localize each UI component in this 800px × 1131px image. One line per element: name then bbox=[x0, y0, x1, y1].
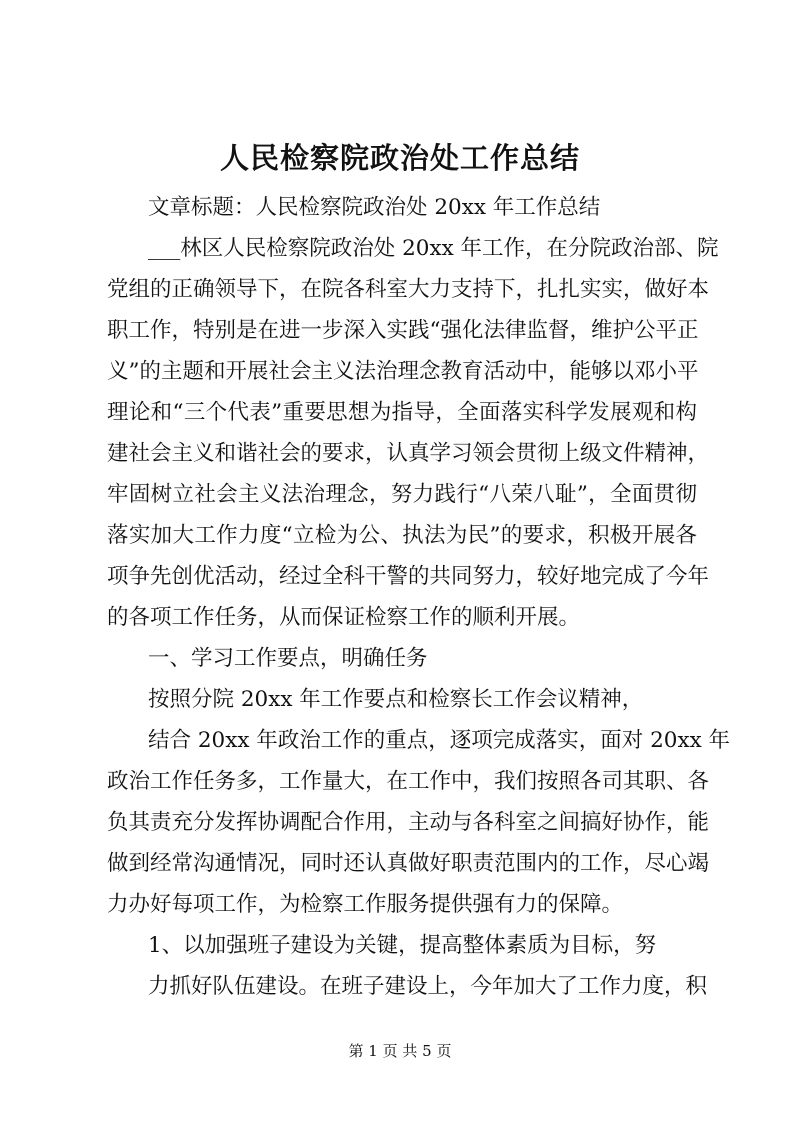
text-line: 力办好每项工作，为检察工作服务提供强有力的保障。 bbox=[107, 892, 624, 917]
text-line: 做到经常沟通情况，同时还认真做好职责范围内的工作，尽心竭 bbox=[107, 851, 710, 876]
text-line: 理论和“三个代表”重要思想为指导，全面落实科学发展观和构 bbox=[107, 400, 697, 425]
section-heading: 一、学习工作要点，明确任务 bbox=[148, 646, 428, 671]
text-line: 职工作，特别是在进一步深入实践“强化法律监督，维护公平正 bbox=[107, 318, 699, 343]
text-line: 建社会主义和谐社会的要求，认真学习领会贯彻上级文件精神， bbox=[107, 441, 710, 466]
text-line: 结合 20xx 年政治工作的重点，逐项完成落实，面对 20xx 年 bbox=[148, 728, 731, 753]
text-line: 力抓好队伍建设。在班子建设上，今年加大了工作力度，积 bbox=[148, 974, 708, 999]
text-line: 项争先创优活动，经过全科干警的共同努力，较好地完成了今年 bbox=[107, 564, 710, 589]
text-line: 政治工作任务多，工作量大，在工作中，我们按照各司其职、各 bbox=[107, 769, 710, 794]
text-line: 1、以加强班子建设为关键，提高整体素质为目标，努 bbox=[148, 933, 657, 958]
text-line: 牢固树立社会主义法治理念，努力践行“八荣八耻”，全面贯彻 bbox=[107, 482, 697, 507]
text-line: 党组的正确领导下，在院各科室大力支持下，扎扎实实，做好本 bbox=[107, 277, 710, 302]
text-line: 负其责充分发挥协调配合作用，主动与各科室之间搞好协作，能 bbox=[107, 810, 710, 835]
text-line: 文章标题：人民检察院政治处 20xx 年工作总结 bbox=[148, 195, 601, 220]
text-line: ___林区人民检察院政治处 20xx 年工作，在分院政治部、院 bbox=[148, 236, 719, 261]
text-line: 义”的主题和开展社会主义法治理念教育活动中，能够以邓小平 bbox=[107, 359, 699, 384]
text-line: 落实加大工作力度“立检为公、执法为民”的要求，积极开展各 bbox=[107, 523, 697, 548]
text-line: 的各项工作任务，从而保证检察工作的顺利开展。 bbox=[107, 605, 581, 630]
document-title: 人民检察院政治处工作总结 bbox=[219, 141, 580, 175]
page-number: 第 1 页 共 5 页 bbox=[348, 1042, 452, 1060]
text-line: 按照分院 20xx 年工作要点和检察长工作会议精神， bbox=[148, 687, 644, 712]
